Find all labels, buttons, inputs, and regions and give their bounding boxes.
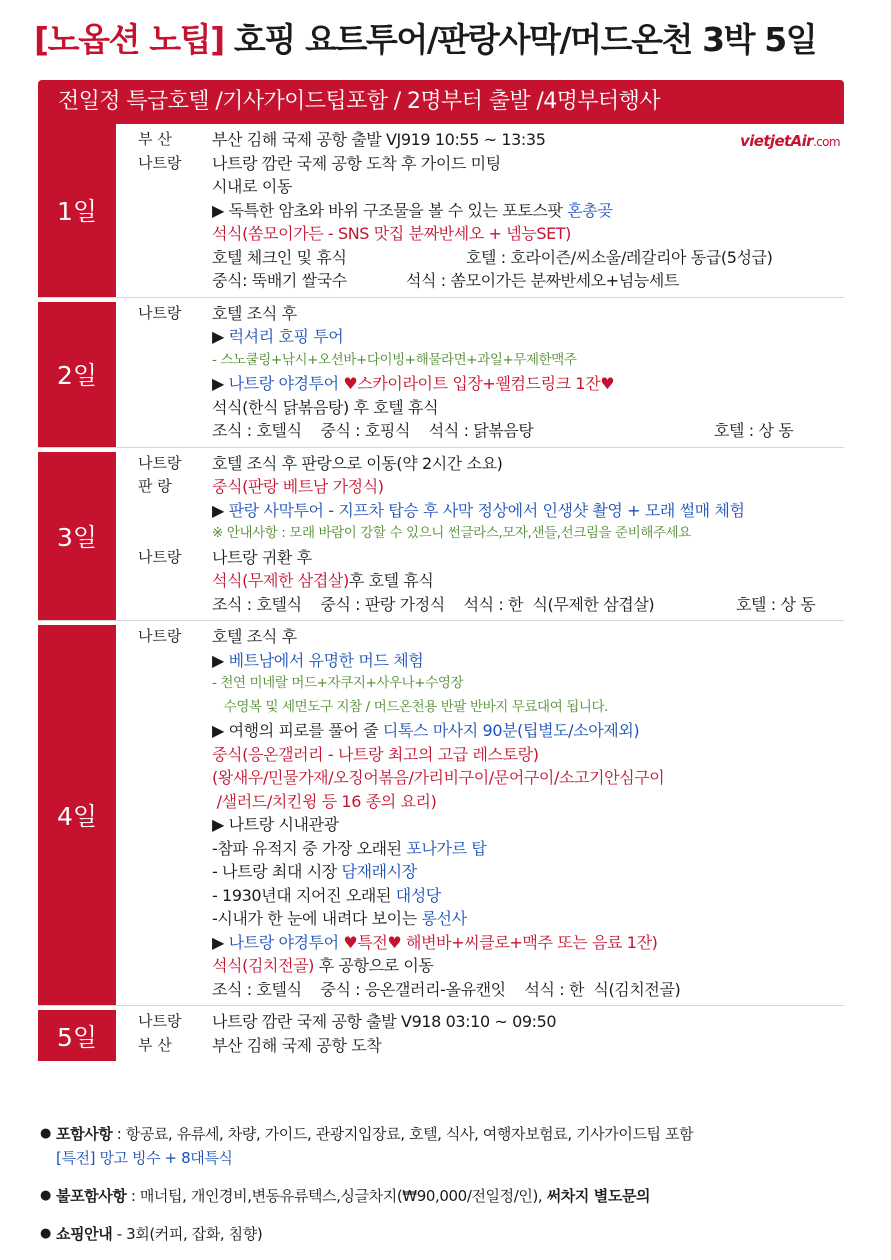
text-segment: 중식(응온갤러리 - 나트랑 최고의 고급 레스토랑)	[212, 744, 539, 764]
subtitle-bar: 전일정 특급호텔 /기사가이드팁포함 / 2명부터 출발 /4명부터행사	[38, 80, 844, 124]
day-content	[116, 621, 844, 1005]
location-label	[116, 790, 212, 814]
itinerary-text	[212, 128, 844, 152]
itinerary-text	[212, 719, 844, 743]
text-segment: ▶	[212, 650, 229, 670]
text-segment: 후 호텔 휴식	[348, 571, 434, 590]
airline-logo-domain: .com	[812, 135, 840, 149]
text-segment-right: 호텔 : 호라이즌/씨소울/레갈리아 동급(5성급)	[466, 247, 773, 267]
text-segment: 석식(김치전골)	[212, 956, 315, 975]
text-segment: 석식(한식 닭볶음탕) 후 호텔 휴식	[212, 397, 439, 417]
location-label	[116, 325, 212, 349]
itinerary-text	[212, 696, 844, 720]
itinerary-text	[212, 452, 844, 476]
itinerary-line	[116, 128, 844, 152]
text-segment: 호텔 조식 후	[212, 303, 297, 323]
itinerary-line	[116, 907, 844, 931]
location-label	[116, 649, 212, 673]
location-label	[116, 522, 212, 546]
included-text: : 항공료, 유류세, 차량, 가이드, 관광지입장료, 호텔, 식사, 여행자보험료, 기사가이드팁 포함	[112, 1125, 694, 1143]
excluded-label: 불포함사항	[56, 1187, 127, 1205]
itinerary-text	[212, 593, 844, 617]
page-title	[34, 12, 864, 68]
bullet-icon: ●	[40, 1126, 51, 1141]
text-segment: 나트랑 깜란 국제 공항 출발 V918 03:10 ~ 09:50	[212, 1012, 557, 1031]
text-segment: ▶ 나트랑 시내관광	[212, 815, 339, 834]
text-segment: - 스노쿨링+낚시+오션바+다이빙+해물라면+과일+무제한맥주	[212, 351, 577, 368]
text-segment: 호텔 체크인 및 휴식	[212, 247, 347, 267]
text-segment: /샐러드/치킨윙 등 16 종의 요리)	[212, 791, 437, 811]
text-segment: 중식(판랑 베트남 가정식)	[212, 477, 384, 496]
shopping-text: - 3회(커피, 잡화, 침향)	[112, 1225, 263, 1243]
itinerary-text	[212, 790, 844, 814]
itinerary-line	[116, 372, 844, 396]
itinerary-line	[116, 522, 844, 546]
itinerary-text	[212, 152, 844, 176]
location-label	[116, 884, 212, 908]
excluded-text: : 매너팁, 개인경비,변동유류텍스,싱글차지(₩90,000/전일정/인),	[126, 1187, 547, 1205]
location-label	[116, 372, 212, 396]
itinerary-text	[212, 569, 844, 593]
text-segment: 혼총곶	[567, 200, 613, 220]
location-label	[116, 931, 212, 955]
bullet-icon: ●	[40, 1188, 51, 1203]
location-label	[116, 269, 212, 293]
text-segment: 호텔 조식 후	[212, 627, 297, 646]
text-segment-right: 호텔 : 상 동	[714, 421, 794, 440]
text-segment: 롱선사	[421, 909, 467, 928]
text-segment: 대성당	[395, 885, 441, 905]
text-segment: 판랑 사막투어 - 지프차 탑승 후 사막 정상에서 인생샷 촬영 + 모래 썰매 체험	[228, 500, 745, 520]
location-label: 나트랑	[138, 153, 182, 172]
airline-logo-brand: vietjetAir	[740, 132, 813, 150]
text-segment: 나트랑 야경투어	[228, 374, 344, 393]
itinerary-line	[116, 978, 844, 1002]
itinerary-line	[116, 649, 844, 673]
location-label: 나트랑	[138, 453, 182, 472]
day-row-4	[38, 621, 844, 1006]
text-segment: 포나가르 탑	[406, 838, 487, 858]
shopping-note	[40, 1222, 850, 1246]
itinerary-line	[116, 1034, 844, 1058]
title-main: 호핑 요트투어/판랑사막/머드온천 3박 5일	[223, 20, 817, 59]
title-tag: [노옵션 노팁]	[34, 20, 224, 59]
itinerary-line	[116, 349, 844, 373]
text-segment: 조식 : 호텔식 중식 : 응온갤러리-올유캔잇 석식 : 한 식(김치전골)	[212, 979, 681, 999]
itinerary-line	[116, 325, 844, 349]
itinerary-line	[116, 884, 844, 908]
day-row-2	[38, 298, 844, 448]
itinerary-line	[116, 625, 844, 649]
day-content	[116, 298, 844, 447]
itinerary-text	[212, 246, 844, 270]
included-note	[40, 1122, 850, 1146]
location-label	[116, 837, 212, 861]
text-segment: ▶	[212, 932, 229, 952]
text-segment: ▶ 독특한 암초와 바위 구조물을 볼 수 있는 포토스팟	[212, 200, 568, 220]
location-label	[116, 593, 212, 617]
itinerary-line	[116, 696, 844, 720]
text-segment: 디톡스 마사지 90분(팁별도/소아제외)	[382, 721, 640, 740]
text-segment: -시내가 한 눈에 내려다 보이는	[212, 909, 422, 928]
notes-section	[40, 1122, 850, 1246]
itinerary-text	[212, 1034, 844, 1058]
location-label	[116, 954, 212, 978]
itinerary-text	[212, 222, 844, 246]
location-label: 나트랑	[138, 1012, 182, 1030]
excluded-bold: 써차지 별도문의	[546, 1187, 651, 1205]
text-segment: 중식: 뚝배기 쌀국수	[212, 271, 347, 290]
text-segment: 조식 : 호텔식 중식 : 호핑식 석식 : 닭볶음탕	[212, 421, 534, 440]
itinerary-line	[116, 199, 844, 223]
location-label	[116, 719, 212, 743]
itinerary-line	[116, 743, 844, 767]
itinerary-text	[212, 546, 844, 570]
itinerary-text	[212, 302, 844, 326]
itinerary-text	[212, 625, 844, 649]
location-label	[116, 499, 212, 523]
day-label: 4일	[38, 621, 116, 1005]
location-label: 나트랑	[138, 627, 182, 645]
day-row-3	[38, 448, 844, 622]
itinerary-line	[116, 475, 844, 499]
itinerary-line	[116, 499, 844, 523]
itinerary-line	[116, 790, 844, 814]
itinerary-line	[116, 837, 844, 861]
itinerary-line	[116, 546, 844, 570]
day-content	[116, 1006, 844, 1061]
location-label	[116, 766, 212, 790]
text-segment: ▶	[212, 374, 229, 393]
text-segment-right: 석식 : 쏨모이가든 분짜반세오+넘능세트	[406, 271, 679, 290]
text-segment: 나트랑 귀환 후	[212, 547, 312, 567]
text-segment: 조식 : 호텔식 중식 : 판랑 가정식 석식 : 한 식(무제한 삼겹살)	[212, 594, 655, 614]
text-segment: ▶	[212, 327, 229, 346]
location-label	[116, 907, 212, 931]
itinerary-table	[38, 124, 844, 1061]
location-label	[116, 175, 212, 199]
itinerary-text	[212, 325, 844, 349]
itinerary-text	[212, 499, 844, 523]
itinerary-line	[116, 766, 844, 790]
itinerary-line	[116, 860, 844, 884]
day-label: 1일	[38, 124, 116, 297]
included-special: [특전] 망고 빙수 + 8대특식	[56, 1149, 233, 1167]
location-label	[116, 396, 212, 420]
location-label: 판 랑	[138, 477, 172, 495]
day-content	[116, 448, 844, 621]
itinerary-text	[212, 813, 844, 837]
text-segment: 럭셔리 호핑 투어	[228, 327, 344, 346]
itinerary-line	[116, 452, 844, 476]
excluded-note	[40, 1184, 850, 1208]
text-segment: ▶	[212, 500, 229, 520]
text-segment: 후 공항으로 이동	[314, 956, 434, 975]
itinerary-line	[116, 593, 844, 617]
itinerary-text	[212, 269, 844, 293]
text-segment: 석식(무제한 삼겹살)	[212, 571, 349, 590]
itinerary-line	[116, 152, 844, 176]
itinerary-line	[116, 719, 844, 743]
itinerary-text	[212, 860, 844, 884]
itinerary-line	[116, 175, 844, 199]
itinerary-text	[212, 884, 844, 908]
itinerary-line	[116, 931, 844, 955]
itinerary-line	[116, 569, 844, 593]
day-label: 3일	[38, 448, 116, 621]
itinerary-line	[116, 302, 844, 326]
location-label	[116, 672, 212, 696]
text-segment: -참파 유적지 중 가장 오래된	[212, 838, 407, 858]
itinerary-text	[212, 175, 844, 199]
location-label	[116, 349, 212, 373]
location-label	[116, 743, 212, 767]
itinerary-text	[212, 907, 844, 931]
location-label	[116, 813, 212, 837]
text-segment-right: 호텔 : 상 동	[736, 594, 816, 614]
location-label	[116, 860, 212, 884]
itinerary-line	[116, 269, 844, 293]
location-label	[116, 246, 212, 270]
day-row-5	[38, 1006, 844, 1061]
itinerary-text	[212, 396, 844, 420]
text-segment: 나트랑 야경투어	[228, 932, 344, 952]
shopping-label: 쇼핑안내	[56, 1225, 113, 1243]
itinerary-line	[116, 954, 844, 978]
itinerary-text	[212, 743, 844, 767]
location-label: 나트랑	[138, 547, 182, 566]
included-label: 포함사항	[56, 1125, 113, 1143]
location-label	[116, 419, 212, 443]
location-label	[116, 569, 212, 593]
text-segment: 베트남에서 유명한 머드 체험	[228, 650, 424, 670]
day-label: 2일	[38, 298, 116, 447]
itinerary-line	[116, 813, 844, 837]
day-label: 5일	[38, 1006, 116, 1061]
location-label: 부 산	[138, 1035, 172, 1054]
itinerary-text	[212, 954, 844, 978]
itinerary-line	[116, 396, 844, 420]
text-segment: ▶ 여행의 피로를 풀어 줄	[212, 721, 383, 740]
itinerary-line	[116, 246, 844, 270]
text-segment: 호텔 조식 후 판랑으로 이동(약 2시간 소요)	[212, 453, 503, 473]
text-segment: 시내로 이동	[212, 177, 292, 196]
text-segment: 담재래시장	[341, 862, 417, 881]
text-segment: 수영복 및 세면도구 지참 / 머드온천용 반팔 반바지 무료대여 됩니다.	[212, 698, 609, 715]
itinerary-line	[116, 419, 844, 443]
itinerary-line	[116, 672, 844, 696]
day-content	[116, 124, 844, 297]
location-label: 나트랑	[138, 303, 182, 322]
location-label: 부 산	[138, 130, 172, 148]
location-label	[116, 978, 212, 1002]
location-label	[116, 222, 212, 246]
itinerary-text	[212, 372, 844, 396]
itinerary-text	[212, 1010, 844, 1034]
text-segment: 석식(쏨모이가든 - SNS 맛집 분짜반세오 + 넴능SET)	[212, 224, 571, 243]
itinerary-line	[116, 1010, 844, 1034]
itinerary-text	[212, 475, 844, 499]
itinerary-text	[212, 649, 844, 673]
bullet-icon: ●	[40, 1226, 51, 1241]
day-row-1	[38, 124, 844, 298]
itinerary-line	[116, 222, 844, 246]
itinerary-text	[212, 199, 844, 223]
itinerary-text	[212, 931, 844, 955]
itinerary-text	[212, 766, 844, 790]
text-segment: ※ 안내사항 : 모래 바람이 강할 수 있으니 썬글라스,모자,샌들,선크림을 준비해주세요	[212, 525, 691, 541]
itinerary-text	[212, 349, 844, 373]
location-label	[116, 199, 212, 223]
itinerary-text	[212, 837, 844, 861]
text-segment: 나트랑 깜란 국제 공항 도착 후 가이드 미팅	[212, 153, 501, 173]
text-segment: - 천연 미네랄 머드+자쿠지+사우나+수영장	[212, 675, 464, 691]
itinerary-text	[212, 419, 844, 443]
itinerary-text	[212, 522, 844, 546]
text-segment: - 1930년대 지어진 오래된	[212, 885, 396, 905]
text-segment: 부산 김해 국제 공항 출발 VJ919 10:55 ~ 13:35	[212, 130, 546, 149]
text-segment: ♥스카이라이트 입장+웰컴드링크 1잔♥	[343, 374, 615, 393]
location-label	[116, 696, 212, 720]
itinerary-text	[212, 978, 844, 1002]
text-segment: (왕새우/민물가재/오징어볶음/가리비구이/문어구이/소고기안심구이	[212, 768, 665, 787]
itinerary-text	[212, 672, 844, 696]
text-segment: ♥특전♥ 해변바+씨클로+맥주 또는 음료 1잔)	[343, 932, 658, 952]
text-segment: 부산 김해 국제 공항 도착	[212, 1035, 382, 1055]
text-segment: - 나트랑 최대 시장	[212, 862, 342, 881]
